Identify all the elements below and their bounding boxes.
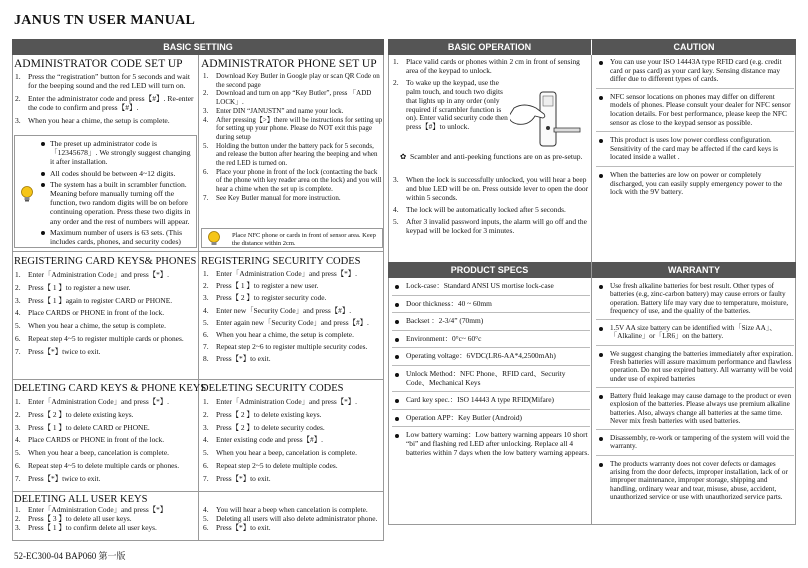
step-number: 4. (393, 204, 399, 214)
step-number: 2. (15, 514, 21, 524)
step-text: When you hear a chime, the setup is complete. (28, 116, 170, 125)
step-text: Press【 3 】to delete all user keys. (28, 514, 132, 524)
step-text: When the lock is successfully unlocked, you will hear a beep and blue LED will be on. Press outside lever to open the door within 5 seconds. (406, 175, 589, 202)
step-number: 1. (15, 505, 21, 514)
step-item (203, 89, 383, 106)
bullet-item: Operation APP：Key Butler (Android) (392, 414, 590, 428)
bullet-item: Door thickness：40 ~ 60mm (392, 300, 590, 314)
caution-list (596, 58, 794, 197)
step-number: 1. (203, 72, 209, 80)
del-cards-title: DELETING CARD KEYS & PHONE KEYS (14, 383, 207, 394)
step-item (393, 206, 589, 215)
step-item (203, 505, 383, 514)
step-text: Press【 1 】to confirm delete all user keys. (28, 523, 157, 533)
snowflake-icon: ✿ (400, 152, 407, 161)
step-number: 3. (203, 293, 209, 303)
header-basic-operation: BASIC OPERATION (388, 39, 591, 55)
step-item (15, 448, 197, 457)
bullet-item: The products warranty does not cover defects or damages arising from the door defects, improper installation, lack of or improper maintenance, improper storage, shipping and handling, ordinary wear and tear, misuse, abuse, accident, unauthorized service or use with unauthorized service parts. (596, 460, 794, 501)
step-item (15, 523, 197, 532)
divider (591, 55, 592, 525)
step-number: 4. (15, 308, 21, 318)
del-codes-title: DELETING SECURITY CODES (201, 383, 344, 394)
del-all-steps (15, 505, 197, 533)
step-number: 6. (15, 333, 21, 343)
step-number: 3. (15, 422, 21, 432)
header-warranty: WARRANTY (592, 262, 796, 278)
step-text: Place CARDS or PHONE in front of the lock. (28, 435, 165, 445)
step-item (15, 116, 197, 125)
step-number: 7. (203, 342, 209, 352)
step-text: Place your phone in front of the lock (contacting the back of the phone with key reader area on the lock) and you will hear a chime when the set up is complete. (216, 167, 382, 194)
step-item (15, 461, 197, 470)
step-item (203, 474, 383, 483)
step-text: Press【 2 】to delete security codes. (216, 422, 325, 432)
step-number: 7. (203, 473, 209, 483)
divider (12, 379, 384, 380)
reg-codes-title: REGISTERING SECURITY CODES (201, 256, 361, 267)
step-item (203, 116, 383, 142)
step-item (15, 334, 197, 343)
bullet-item: Operating voltage：6VDC(LR6-AA*4,2500mAh) (392, 352, 590, 366)
step-number: 3. (203, 106, 209, 115)
step-item (15, 270, 197, 279)
step-number: 7. (15, 346, 21, 356)
step-number: 3. (15, 523, 21, 533)
step-item (15, 435, 197, 444)
step-text: Holding the button under the battery pack for 5 seconds, and release the button after hearing the beeping and when the red LED is turned on. (216, 141, 378, 168)
step-text: Enter new「Security Code」and press【#】. (216, 305, 352, 315)
header-basic-setting: BASIC SETTING (12, 39, 384, 55)
step-text: Enter again new「Security Code」and press【#】. (216, 317, 369, 327)
step-item (15, 423, 197, 432)
warranty-list (596, 282, 794, 501)
step-item (15, 283, 197, 292)
step-text: Repeat step 4~5 to delete multiple cards or phones. (28, 460, 180, 470)
bullet-item: Backset ：2-3/4” (70mm) (392, 317, 590, 331)
step-item (203, 168, 383, 194)
step-item (203, 397, 383, 406)
step-item (203, 343, 383, 352)
step-item (393, 58, 589, 76)
step-number: 3. (15, 116, 21, 125)
step-item (203, 410, 383, 419)
admin-phone-note-text: Place NFC phone or cards in front of sensor area. Keep the distance within 2cm. (232, 232, 376, 247)
step-number: 5. (203, 514, 209, 524)
step-text: When you hear a beep, cancelation is complete. (28, 448, 169, 458)
step-text: Enter「Administration Code」and press【*】. (216, 397, 358, 406)
step-item (203, 107, 383, 116)
step-text: Press【*】to exit. (216, 523, 271, 533)
step-text: Enter the administrator code and press【#】. Re-enter the code to confirm and press【#】. (28, 94, 194, 113)
bullet-item: We suggest changing the batteries immediately after expiration. Fresh batteries will assure maximum performance and flawless operation. Do not use expired battery. All warranty will be void under use of expired batteries (596, 350, 794, 388)
step-number: 7. (15, 473, 21, 483)
step-text: The lock will be automatically locked after 5 seconds. (406, 204, 566, 214)
operation-tip-text: Scambler and anti-peeking functions are on as pre-setup. (410, 152, 583, 161)
step-text: Press【 1 】to register a new user. (216, 281, 319, 291)
step-number: 1. (203, 269, 209, 278)
step-text: To wake up the keypad, use the palm touch, and touch two digits that lights up in any order (only required if scrambler function is on). Enter valid security code then press【#】to unlock. (406, 78, 508, 132)
step-number: 2. (15, 409, 21, 419)
bullet-item: Card key spec.：ISO 14443 A type RFID(Mifare) (392, 396, 590, 410)
step-item (203, 461, 383, 470)
step-number: 3. (203, 422, 209, 432)
step-item (15, 308, 197, 317)
step-item (203, 294, 383, 303)
step-item (203, 423, 383, 432)
step-text: Enter DIN “JANUSTN” and name your lock. (216, 106, 344, 115)
step-text: See Key Butler manual for more instruction. (216, 193, 341, 202)
del-all-steps-2 (203, 505, 383, 533)
step-item (15, 474, 197, 483)
step-item (203, 142, 383, 168)
step-number: 6. (15, 460, 21, 470)
step-text: Place valid cards or phones within 2 cm in front of sensing area of the keypad to unlock. (406, 57, 580, 75)
header-caution: CAUTION (592, 39, 796, 55)
operation-tip (400, 152, 585, 161)
step-text: Press【*】to exit. (216, 473, 271, 483)
operation-steps-2 (393, 176, 589, 240)
step-item (393, 218, 589, 236)
step-text: Press【 1 】again to register CARD or PHONE. (28, 295, 173, 305)
step-number: 1. (15, 72, 21, 81)
step-text: Download and turn on app “Key Butler”, press 「ADD LOCK」. (216, 89, 372, 107)
step-text: Press【 2 】to register security code. (216, 293, 327, 303)
step-text: When you hear a chime, the setup is complete. (28, 321, 166, 331)
step-number: 1. (15, 397, 21, 406)
step-text: Press the “registration” button for 5 seconds and wait for the beeping sound and the red LED will turn on. (28, 72, 190, 91)
step-text: Download Key Butler in Google play or scan QR Code on the second page (216, 72, 380, 89)
step-number: 7. (203, 193, 209, 202)
admin-code-title: ADMINISTRATOR CODE SET UP (14, 58, 183, 70)
step-number: 6. (203, 460, 209, 470)
del-all-title: DELETING ALL USER KEYS (14, 494, 148, 505)
step-item (203, 72, 383, 89)
step-number: 1. (203, 397, 209, 406)
step-item (203, 282, 383, 291)
step-number: 5. (15, 448, 21, 458)
step-item (15, 347, 197, 356)
step-number: 1. (15, 270, 21, 279)
step-item (15, 505, 197, 514)
step-text: Press【 1 】to register a new user. (28, 282, 131, 292)
bullet-item: Use fresh alkaline batteries for best result. Other types of batteries (e.g, zinc-carbon battery) may cause errors or faulty operation. Battery life may vary due to temperature, moisture, frequency of use, and the quality of the batteries. (596, 282, 794, 320)
step-text: Press【*】twice to exit. (28, 473, 101, 483)
footer-code: 52-EC300-04 BAP060 第一版 (14, 551, 126, 561)
step-text: Deleting all users will also delete administrator phone. (216, 514, 378, 524)
step-number: 2. (203, 409, 209, 419)
divider (198, 55, 199, 541)
step-text: When you hear a chime, the setup is complete. (216, 329, 354, 339)
step-item (15, 321, 197, 330)
step-item (15, 410, 197, 419)
step-number: 5. (203, 317, 209, 327)
step-text: Press【*】to exit. (216, 354, 271, 364)
step-number: 4. (203, 305, 209, 315)
step-number: 2. (15, 282, 21, 292)
bullet-item: This product is uses low power cordless configuration. Sensitivity of the card may be affected if the card keys is located inside a wallet . (596, 136, 794, 167)
bullet-item: Battery fluid leakage may cause damage to the product or even explosion of the batteries. Please always use premium alkaline batteries. Also, always change all batteries at the same time. Never mix fresh batteries with used batteries. (596, 392, 794, 430)
lightbulb-icon (207, 231, 221, 247)
step-text: Repeat step 4~5 to register multiple cards or phones. (28, 333, 184, 343)
bullet-item: Environment：0°c~ 60°c (392, 335, 590, 349)
bullet-item: Unlock Method：NFC Phone、RFID card、Security Code、Mechanical Keys (392, 370, 590, 392)
page-title: JANUS TN USER MANUAL (14, 13, 196, 28)
step-number: 4. (15, 435, 21, 445)
specs-list (392, 282, 590, 457)
step-number: 8. (203, 354, 209, 364)
step-text: You will hear a beep when cancelation is complete. (216, 505, 368, 514)
admin-phone-note (201, 228, 383, 248)
step-number: 2. (203, 281, 209, 291)
step-number: 4. (203, 505, 209, 514)
step-text: Press【*】twice to exit. (28, 346, 101, 356)
lightbulb-icon (20, 186, 34, 202)
reg-cards-title: REGISTERING CARD KEYS& PHONES (14, 256, 197, 267)
del-cards-steps (15, 397, 197, 487)
admin-phone-steps (203, 72, 383, 203)
step-item (393, 176, 589, 202)
bullet-item: NFC sensor locations on phones may differ on different models of phones. Please consult your dealer for NFC sensor location details. For best performance, please keep the NFC sensor as close to the keypad sensor as possible. (596, 93, 794, 132)
del-codes-steps (203, 397, 383, 487)
keypad-hand-illustration (510, 88, 586, 150)
step-text: Press【 1 】to delete CARD or PHONE. (28, 422, 150, 432)
step-item (203, 523, 383, 532)
step-number: 3. (393, 175, 399, 184)
bullet-item: When the batteries are low on power or completely discharged, you can easily supply emergency power to the lock with the 9V battery. (596, 171, 794, 197)
step-number: 6. (203, 523, 209, 533)
step-item (203, 319, 383, 328)
bullet-item: Low battery warning：Low battery warning appears 10 short “bi” and flashing red LED after unlocking. Replace all 4 batteries within 7 days when the low battery warning appears. (392, 431, 590, 457)
step-number: 2. (203, 89, 209, 98)
step-number: 6. (203, 329, 209, 339)
step-item (203, 270, 383, 279)
step-number: 2. (393, 78, 399, 88)
step-item (15, 296, 197, 305)
reg-cards-steps (15, 270, 197, 360)
step-text: After pressing【>】there will be instructions for setting up for setting up your phone. Please do NOT exit this page during setup (216, 115, 383, 141)
step-text: Repeat step 2~6 to register multiple security codes. (216, 342, 368, 352)
step-text: Enter existing code and press【#】. (216, 435, 323, 445)
step-number: 3. (15, 295, 21, 305)
step-item (15, 94, 197, 112)
bullet-item: The preset up administrator code is 「12345678」. We strongly suggest changing it after installation. (41, 139, 192, 167)
step-number: 5. (15, 321, 21, 331)
step-text: After 3 invalid password inputs, the alarm will go off and the keypad will be locked for 3 minutes. (406, 217, 587, 236)
step-item (203, 194, 383, 203)
reg-codes-steps (203, 270, 383, 368)
step-number: 4. (203, 435, 209, 445)
step-text: Enter「Administration Code」and press【*】. (216, 269, 358, 278)
bullet-item: 1.5V AA size battery can be identified with「Size AA」、「Alkaline」or「LR6」on the battery. (596, 324, 794, 346)
step-text: When you hear a beep, cancelation is complete. (216, 448, 357, 458)
admin-code-steps (15, 72, 197, 129)
step-text: Enter「Administration Code」and press【*】. (28, 397, 170, 406)
step-number: 5. (203, 448, 209, 458)
step-number: 4. (203, 115, 209, 124)
step-number: 5. (203, 141, 209, 150)
step-text: Place CARDS or PHONE in front of the lock. (28, 308, 165, 318)
bullet-item: The system has a built in scrambler function. Meaning before manually turning off the function, two random digits will be on before continuing operation. Press these two digits in any order and the rest of numbers will appear. (41, 180, 192, 226)
step-item (203, 331, 383, 340)
step-number: 2. (15, 94, 21, 103)
bullet-item: You can use your ISO 14443A type RFID card (e.g. credit card or pass card) as your card key. Sensing distance may differ due to different types of cards. (596, 58, 794, 89)
step-item (203, 514, 383, 523)
divider (12, 251, 384, 252)
step-item (203, 307, 383, 316)
step-item (203, 355, 383, 364)
bullet-item: Disassembly, re-work or tampering of the system will void the warranty. (596, 434, 794, 456)
bullet-item: All codes should be between 4~12 digits. (41, 169, 192, 178)
bullet-item: Maximum number of users is 63 sets. (This includes cards, phones, and security codes) (41, 228, 192, 246)
bullet-item: Lock-case：Standard ANSI US mortise lock-case (392, 282, 590, 296)
step-text: Repeat step 2~5 to delete multiple codes. (216, 460, 338, 470)
admin-phone-title: ADMINISTRATOR PHONE SET UP (201, 58, 377, 70)
step-number: 6. (203, 167, 209, 176)
step-item (15, 397, 197, 406)
step-number: 5. (393, 217, 399, 227)
step-text: Press【 2 】to delete existing keys. (28, 409, 134, 419)
step-text: Enter「Administration Code」and press【*】 (28, 505, 168, 514)
step-text: Press【 2 】to delete existing keys. (216, 409, 322, 419)
header-product-specs: PRODUCT SPECS (388, 262, 591, 278)
step-number: 1. (393, 57, 399, 66)
step-item (15, 72, 197, 90)
step-text: Enter「Administration Code」and press【*】. (28, 270, 170, 279)
step-item (203, 448, 383, 457)
step-item (203, 435, 383, 444)
divider (12, 491, 384, 492)
admin-code-notes (14, 135, 197, 248)
step-item (15, 514, 197, 523)
